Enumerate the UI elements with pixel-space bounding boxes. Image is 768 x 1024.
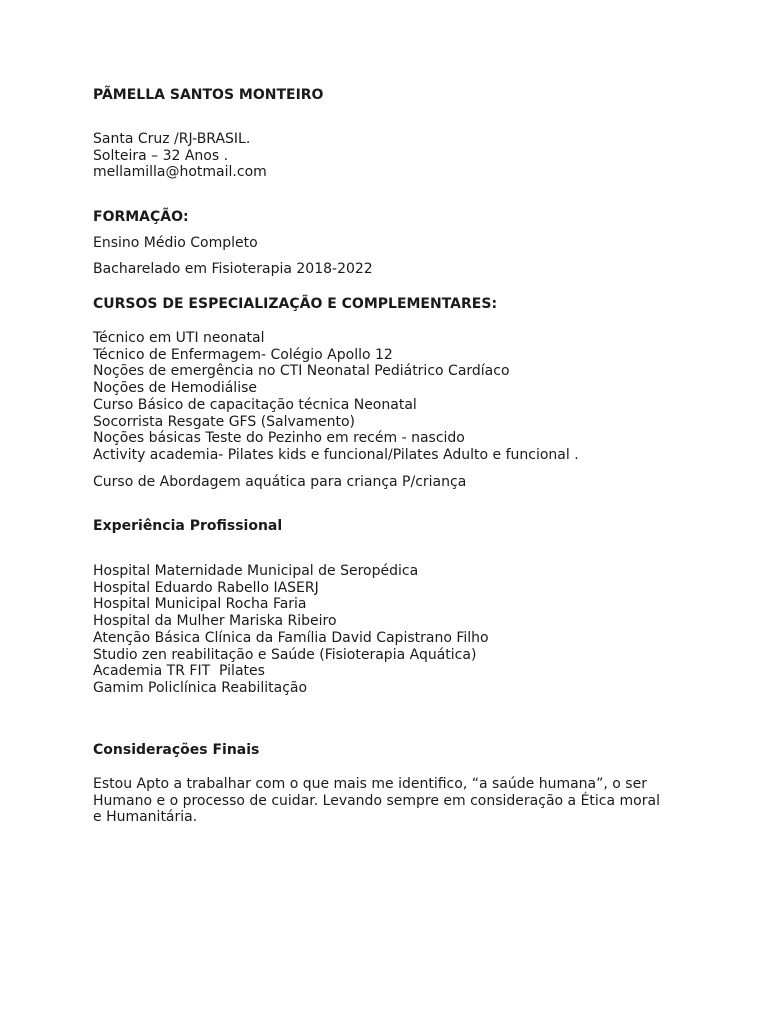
formacao-heading-text: FORMAÇÃO: [93, 209, 189, 225]
curso-item: Noções de Hemodiálise [93, 380, 257, 397]
contact-email: mellamilla@hotmail.com [93, 164, 267, 181]
cursos-heading [93, 296, 693, 313]
paragraph-line: Estou Apto a trabalhar com o que mais me identifico, “a saúde humana”, o ser [93, 776, 647, 792]
curso-item: Socorrista Resgate GFS (Salvamento) [93, 413, 356, 430]
contact-status: Solteira – 32 Anos . [93, 147, 229, 164]
experiencia-heading [93, 518, 693, 535]
formacao-heading [93, 209, 693, 226]
candidate-name-text: PÃMELLA SANTOS MONTEIRO [93, 87, 324, 103]
curso-item: Noções de emergência no CTI Neonatal Pediátrico Cardíaco [93, 363, 510, 380]
curso-extra [93, 474, 693, 491]
cursos-heading-text: CURSOS DE ESPECIALIZAÇÃO E COMPLEMENTARES: [93, 296, 498, 312]
formacao-item-text: Ensino Médio Completo [93, 235, 258, 251]
paragraph-line: Humano e o processo de cuidar. Levando sempre em consideração a Ética moral [93, 792, 660, 809]
curso-item: Curso Básico de capacitação técnica Neonatal [93, 396, 417, 413]
curso-item: Activity academia- Pilates kids e funcional/Pilates Adulto e funcional . [93, 446, 579, 463]
consideracoes-heading [93, 742, 693, 759]
experiencia-item: Studio zen reabilitação e Saúde (Fisioterapia Aquática) [93, 646, 477, 663]
experiencia-item: Hospital Municipal Rocha Faria [93, 596, 307, 613]
experiencia-item: Atenção Básica Clínica da Família David Capistrano Filho [93, 629, 489, 646]
cursos-list [93, 330, 693, 464]
experiencia-item: Hospital Eduardo Rabello IASERJ [93, 579, 319, 596]
curso-item: Técnico em UTI neonatal [93, 330, 265, 346]
formacao-item-text: Bacharelado em Fisioterapia 2018-2022 [93, 261, 373, 277]
experiencia-item: Gamim Policlínica Reabilitação [93, 679, 308, 696]
curso-item: Técnico de Enfermagem- Colégio Apollo 12 [93, 346, 393, 363]
experiencia-heading-text: Experiência Profissional [93, 518, 283, 534]
experiencia-list [93, 563, 693, 697]
contact-info [93, 131, 693, 181]
formacao-item [93, 261, 693, 278]
formacao-item [93, 235, 693, 252]
candidate-name [93, 87, 693, 104]
paragraph-line: e Humanitária. [93, 809, 198, 826]
experiencia-item: Hospital Maternidade Municipal de Seropédica [93, 563, 419, 579]
experiencia-item: Academia TR FIT Pilates [93, 663, 265, 680]
consideracoes-paragraph [93, 776, 693, 826]
contact-location: Santa Cruz /RJ-BRASIL. [93, 131, 251, 147]
curso-item: Noções básicas Teste do Pezinho em recém - nascido [93, 430, 465, 447]
consideracoes-heading-text: Considerações Finais [93, 742, 260, 758]
experiencia-item: Hospital da Mulher Mariska Ribeiro [93, 613, 337, 630]
curso-extra-text: Curso de Abordagem aquática para criança P/criança [93, 474, 467, 490]
